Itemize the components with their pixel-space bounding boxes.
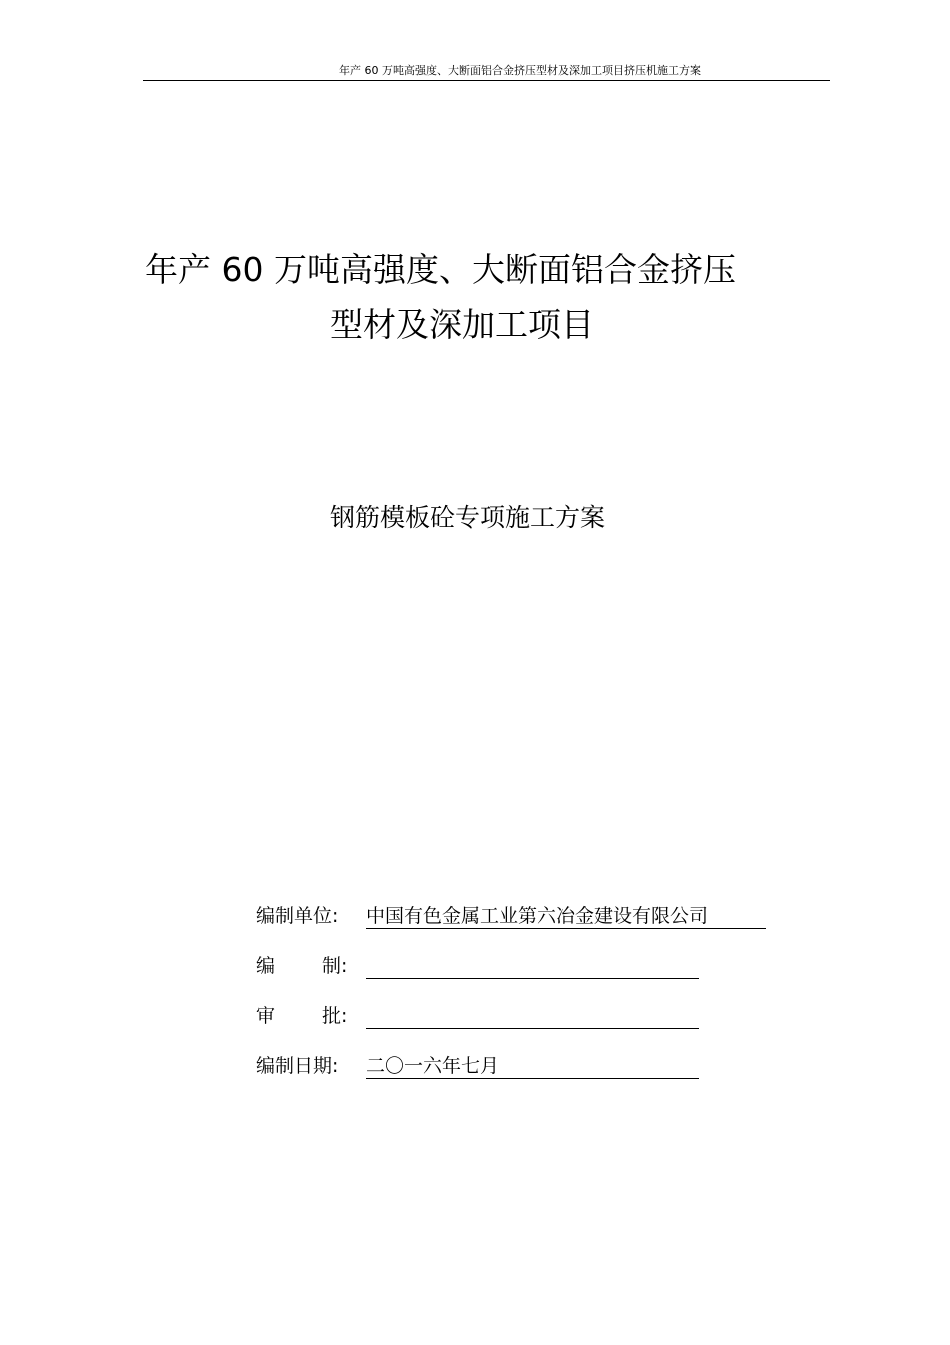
compile-date-label: 编制日期:: [256, 1055, 339, 1077]
field-approver: [256, 1002, 366, 1030]
approver-label-char-2: 批:: [322, 1005, 348, 1027]
field-compile-date: [256, 1052, 500, 1080]
compiler-value-line: [366, 952, 699, 979]
cover-title-line-2: 型材及深加工项目: [330, 305, 594, 344]
approver-label: [256, 1002, 366, 1030]
compiler-label-char-2: 制:: [322, 955, 348, 977]
cover-subtitle: 钢筋模板砼专项施工方案: [330, 503, 606, 532]
compiling-unit-value: 中国有色金属工业第六冶金建设有限公司: [366, 902, 766, 929]
approver-label-char-1: 审: [256, 1005, 276, 1027]
compiler-label-char-1: 编: [256, 955, 276, 977]
compiling-unit-label: 编制单位:: [256, 905, 339, 927]
field-compiler: [256, 952, 366, 980]
approver-value-line: [366, 1002, 699, 1029]
cover-title-line-1: 年产 60 万吨高强度、大断面铝合金挤压: [145, 250, 736, 289]
compile-date-value: 二〇一六年七月: [366, 1052, 699, 1079]
field-compiling-unit: [256, 902, 709, 930]
header-rule: [143, 80, 830, 81]
running-header: 年产 60 万吨高强度、大断面铝合金挤压型材及深加工项目挤压机施工方案: [339, 64, 701, 77]
compiler-label: [256, 952, 366, 980]
